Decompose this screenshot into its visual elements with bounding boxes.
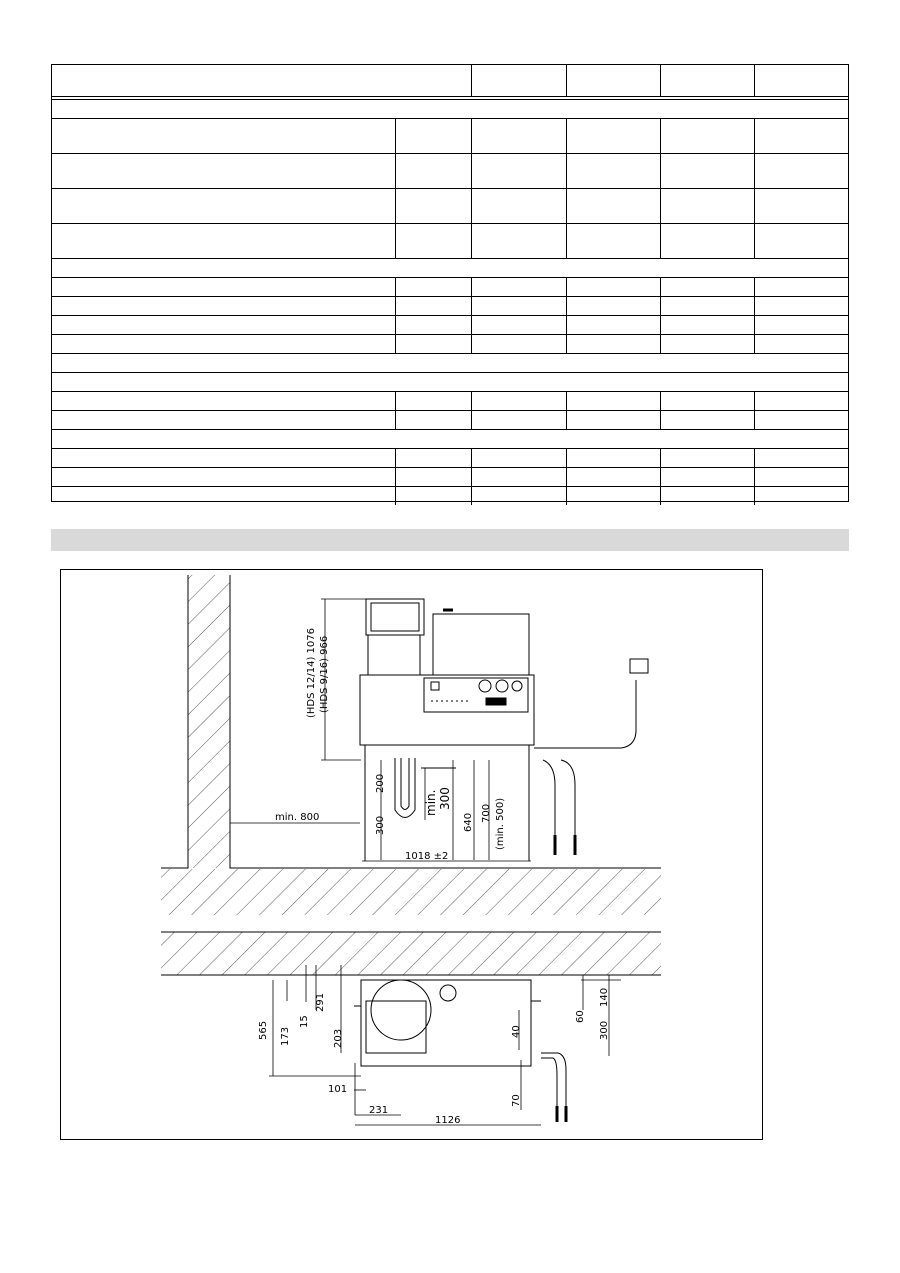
table-column-line (754, 118, 755, 153)
table-column-line (395, 467, 396, 486)
table-row-line (52, 372, 848, 373)
table-column-line (471, 410, 472, 429)
table-column-line (395, 277, 396, 296)
table-column-line (395, 315, 396, 334)
dim-height-hds-9-16: (HDS 9/16) 966 (319, 635, 330, 713)
table-column-line (660, 334, 661, 353)
dim-70: 70 (511, 1094, 522, 1107)
table-column-line (566, 153, 567, 188)
table-column-line (471, 486, 472, 505)
top-view-dimension-lines (269, 965, 621, 1125)
dim-173: 173 (280, 1026, 291, 1046)
dim-300-right: 300 (599, 1020, 610, 1040)
table-row-line (52, 448, 848, 449)
table-column-line (471, 296, 472, 315)
table-row-line (52, 153, 848, 154)
dim-101: 101 (328, 1084, 348, 1095)
dim-1126: 1126 (435, 1115, 461, 1126)
table-row-line (52, 410, 848, 411)
table-column-line (660, 277, 661, 296)
table-row-line (52, 334, 848, 335)
dim-40: 40 (511, 1025, 522, 1038)
table-row-line (52, 96, 848, 97)
table-column-line (754, 467, 755, 486)
table-column-line (566, 486, 567, 505)
table-column-line (395, 118, 396, 153)
table-row-line (52, 277, 848, 278)
table-column-line (471, 118, 472, 153)
dimension-drawing-svg (61, 570, 764, 1141)
table-column-line (471, 188, 472, 223)
table-row-line (52, 353, 848, 354)
table-column-line (754, 153, 755, 188)
table-column-line (566, 315, 567, 334)
table-column-line (566, 118, 567, 153)
dim-291: 291 (315, 992, 326, 1012)
table-column-line (754, 223, 755, 258)
spec-table (51, 64, 849, 502)
dim-min-300-value: 300 (438, 787, 452, 810)
dim-min-500: (min. 500) (495, 797, 506, 850)
dim-700: 700 (481, 803, 492, 823)
table-column-line (754, 315, 755, 334)
table-column-line (395, 410, 396, 429)
floor-slab-top (161, 932, 661, 975)
table-column-line (566, 410, 567, 429)
table-column-line (660, 315, 661, 334)
table-column-line (660, 188, 661, 223)
table-column-line (660, 118, 661, 153)
table-row-line (52, 99, 848, 100)
table-column-line (471, 65, 472, 96)
section-heading-bar (51, 529, 849, 551)
table-column-line (395, 448, 396, 467)
table-column-line (660, 223, 661, 258)
dim-640: 640 (463, 812, 474, 832)
dim-15: 15 (299, 1015, 310, 1028)
table-column-line (754, 448, 755, 467)
table-column-line (566, 467, 567, 486)
table-row-line (52, 188, 848, 189)
table-row-line (52, 223, 848, 224)
table-row-line (52, 486, 848, 487)
table-column-line (660, 467, 661, 486)
table-column-line (471, 391, 472, 410)
dim-203: 203 (333, 1028, 344, 1048)
table-row-line (52, 429, 848, 430)
dim-min-800: min. 800 (275, 812, 320, 823)
table-column-line (754, 486, 755, 505)
table-row-line (52, 467, 848, 468)
table-column-line (754, 391, 755, 410)
table-column-line (395, 391, 396, 410)
table-column-line (471, 277, 472, 296)
table-row-line (52, 258, 848, 259)
table-column-line (471, 467, 472, 486)
table-column-line (660, 448, 661, 467)
table-column-line (566, 296, 567, 315)
table-column-line (754, 188, 755, 223)
table-column-line (471, 334, 472, 353)
dim-231: 231 (369, 1105, 389, 1116)
table-column-line (566, 223, 567, 258)
table-column-line (660, 486, 661, 505)
wall (161, 575, 661, 868)
table-column-line (395, 188, 396, 223)
dim-min-300-label: min. (424, 789, 438, 816)
table-column-line (566, 277, 567, 296)
table-column-line (395, 334, 396, 353)
table-column-line (395, 296, 396, 315)
table-column-line (660, 391, 661, 410)
table-column-line (660, 153, 661, 188)
table-column-line (566, 65, 567, 96)
table-column-line (566, 448, 567, 467)
table-row-line (52, 315, 848, 316)
table-column-line (395, 486, 396, 505)
dim-140: 140 (599, 987, 610, 1007)
table-column-line (471, 153, 472, 188)
table-column-line (754, 277, 755, 296)
table-column-line (471, 315, 472, 334)
table-column-line (754, 296, 755, 315)
table-column-line (566, 188, 567, 223)
dim-1018: 1018 ±2 (405, 851, 449, 862)
table-row-line (52, 118, 848, 119)
table-column-line (566, 391, 567, 410)
floor-slab-side (161, 869, 661, 915)
table-column-line (471, 448, 472, 467)
table-row-line (52, 391, 848, 392)
machine-top-view (354, 980, 566, 1122)
dim-60: 60 (575, 1010, 586, 1023)
dim-200: 200 (375, 773, 386, 793)
table-column-line (471, 223, 472, 258)
table-column-line (660, 65, 661, 96)
table-column-line (754, 334, 755, 353)
table-column-line (660, 410, 661, 429)
table-row-line (52, 296, 848, 297)
table-column-line (395, 153, 396, 188)
table-column-line (660, 296, 661, 315)
dim-height-hds-12-14: (HDS 12/14) 1076 (306, 628, 317, 718)
table-column-line (395, 223, 396, 258)
table-column-line (754, 410, 755, 429)
table-column-line (754, 65, 755, 96)
installation-drawing (60, 569, 763, 1140)
dim-300-left: 300 (375, 815, 386, 835)
table-column-line (566, 334, 567, 353)
dim-565: 565 (258, 1020, 269, 1040)
